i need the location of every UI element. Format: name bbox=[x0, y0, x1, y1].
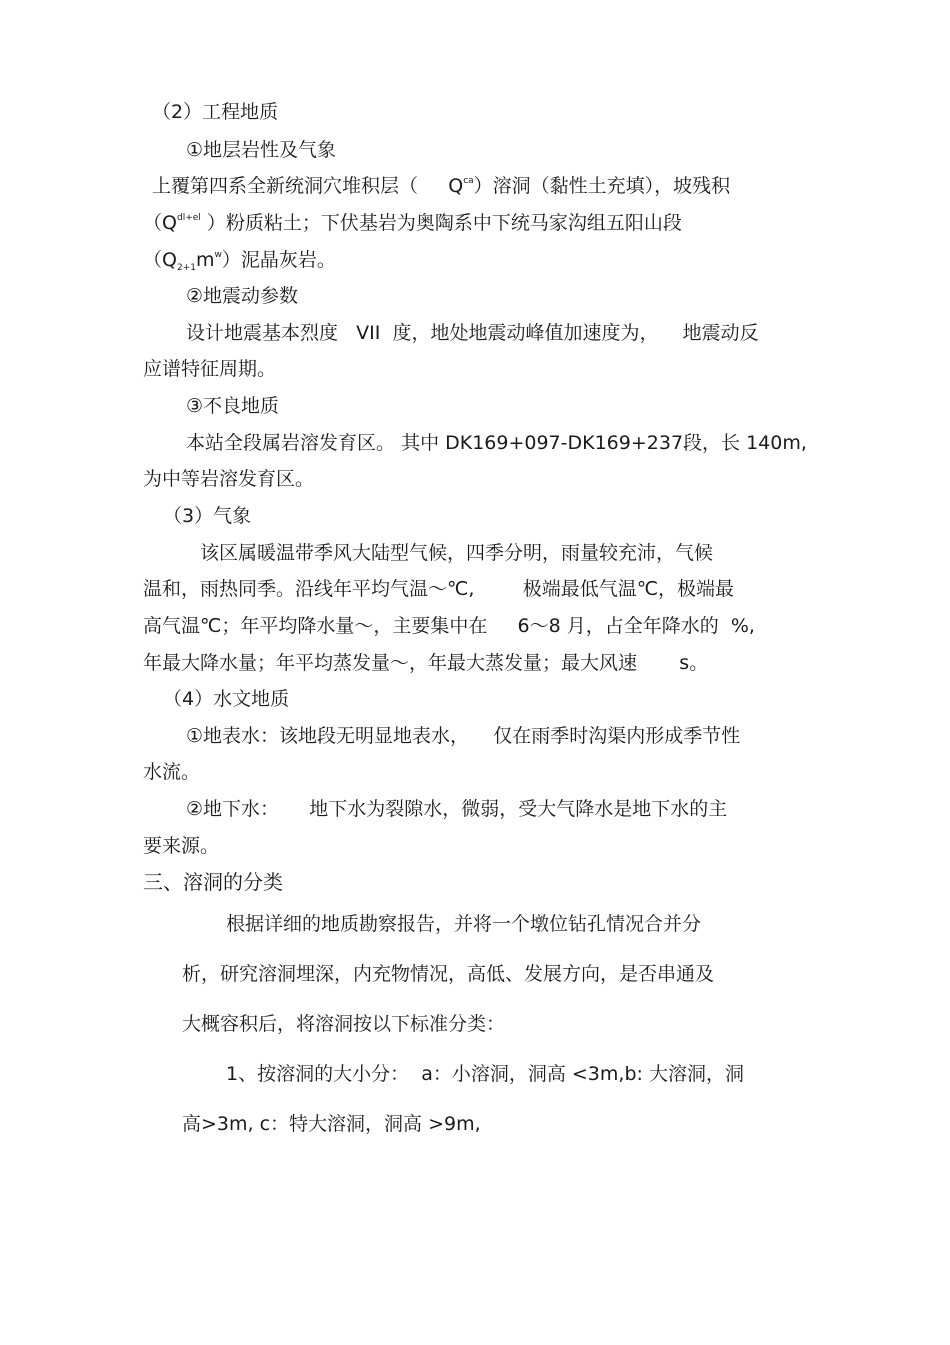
item1-title: ①地层岩性及气象 bbox=[186, 139, 337, 161]
text-run: 度，地处地震动峰值加速度为， bbox=[392, 322, 659, 344]
seismic-line-1 bbox=[186, 321, 759, 345]
classification-para-line-2: 析，研究溶洞埋深，内充物情况，高低、发展方向，是否串通及 bbox=[182, 963, 715, 985]
classification-para-line-1: 根据详细的地质勘察报告，并将一个墩位钻孔情况合并分 bbox=[226, 913, 702, 935]
text-run: ）溶洞（黏性土充填），坡残积 bbox=[473, 175, 731, 197]
seismic-line-2: 应谱特征周期。 bbox=[143, 358, 277, 380]
text-run: 温和，雨热同季。沿线年平均气温～℃, bbox=[143, 578, 475, 600]
text-run: （ bbox=[143, 249, 163, 271]
formula-q: Q bbox=[448, 175, 464, 197]
climate-line-3 bbox=[143, 614, 755, 638]
surface-water-line-2: 水流。 bbox=[143, 761, 201, 783]
text-run: 设计地震基本烈度 bbox=[186, 322, 339, 344]
text-run: 其中 DK169+097-DK169+237 bbox=[401, 432, 684, 454]
text-run: 极端最低气温℃，极端最 bbox=[522, 578, 735, 600]
text-run: ）粉质粘土；下伏基岩为奥陶系中下统马家沟组五阳山段 bbox=[206, 212, 682, 234]
text-run: 6～8 月，占全年降水的 bbox=[517, 615, 719, 637]
text-run: 本站全段属岩溶发育区。 bbox=[186, 432, 396, 454]
size-class-line-2 bbox=[182, 1112, 481, 1136]
climate-line-4 bbox=[143, 651, 708, 675]
formula-superscript: ca bbox=[463, 176, 474, 186]
formula-q: Q bbox=[162, 212, 177, 234]
text-run: 地下水为裂隙水，微弱，受大气降水是地下水的主 bbox=[309, 798, 728, 820]
formula-superscript: dl+el bbox=[176, 213, 201, 223]
formula-q: Q bbox=[162, 249, 177, 271]
text-run: b: 大溶洞，洞 bbox=[624, 1063, 744, 1085]
text-run: a：小溶洞，洞高 bbox=[421, 1063, 566, 1085]
text-run: 仅在雨季时沟渠内形成季节性 bbox=[493, 725, 741, 747]
item3-title: ③不良地质 bbox=[186, 395, 280, 417]
strata-line-3 bbox=[143, 248, 336, 276]
text-run: <3m, bbox=[571, 1063, 625, 1085]
intensity-value: VII bbox=[356, 322, 381, 344]
formula-subscript: 2+1 bbox=[176, 263, 196, 273]
text-run: 高气温℃；年平均降水量～，主要集中在 bbox=[143, 615, 488, 637]
climate-line-2 bbox=[143, 577, 734, 601]
size-class-line-1 bbox=[226, 1062, 744, 1086]
text-run: 年最大降水量；年平均蒸发量～，年最大蒸发量；最大风速 bbox=[143, 652, 638, 674]
section2-heading: （2）工程地质 bbox=[152, 101, 279, 123]
text-run: 地震动反 bbox=[682, 322, 759, 344]
groundwater-line-1 bbox=[186, 797, 727, 821]
text-run: c：特大溶洞，洞高 bbox=[259, 1113, 423, 1135]
text-run: >9m, bbox=[428, 1113, 481, 1135]
classification-para-line-3: 大概容积后，将溶洞按以下标准分类： bbox=[182, 1013, 506, 1035]
text-run: 1、按溶洞的大小分： bbox=[226, 1063, 410, 1085]
item2-title: ②地震动参数 bbox=[186, 285, 299, 307]
climate-line-1: 该区属暖温带季风大陆型气候，四季分明，雨量较充沛，气候 bbox=[200, 542, 714, 564]
bad-geology-line-1 bbox=[186, 431, 807, 455]
section3-heading: （3）气象 bbox=[163, 505, 252, 527]
text-run: ②地下水： bbox=[186, 798, 280, 820]
strata-line-1 bbox=[152, 174, 730, 202]
groundwater-line-2: 要来源。 bbox=[143, 835, 220, 857]
text-run: 上覆第四系全新统洞穴堆积层（ bbox=[152, 175, 419, 197]
text-run: 段，长 140m, bbox=[683, 432, 807, 454]
text-run: （ bbox=[143, 212, 163, 234]
text-run: ）泥晶灰岩。 bbox=[221, 249, 336, 271]
text-run: ①地表水：该地段无明显地表水， bbox=[186, 725, 470, 747]
formula-m: m bbox=[195, 249, 215, 271]
text-run: s。 bbox=[679, 652, 709, 674]
formula-superscript: w bbox=[214, 250, 222, 260]
text-run: 高>3m, bbox=[182, 1113, 254, 1135]
chapter3-heading: 三、溶洞的分类 bbox=[143, 870, 283, 894]
text-run: %, bbox=[730, 615, 755, 637]
bad-geology-line-2: 为中等岩溶发育区。 bbox=[143, 468, 315, 490]
strata-line-2 bbox=[143, 211, 682, 239]
surface-water-line-1 bbox=[186, 724, 740, 748]
section4-heading: （4）水文地质 bbox=[163, 688, 290, 710]
